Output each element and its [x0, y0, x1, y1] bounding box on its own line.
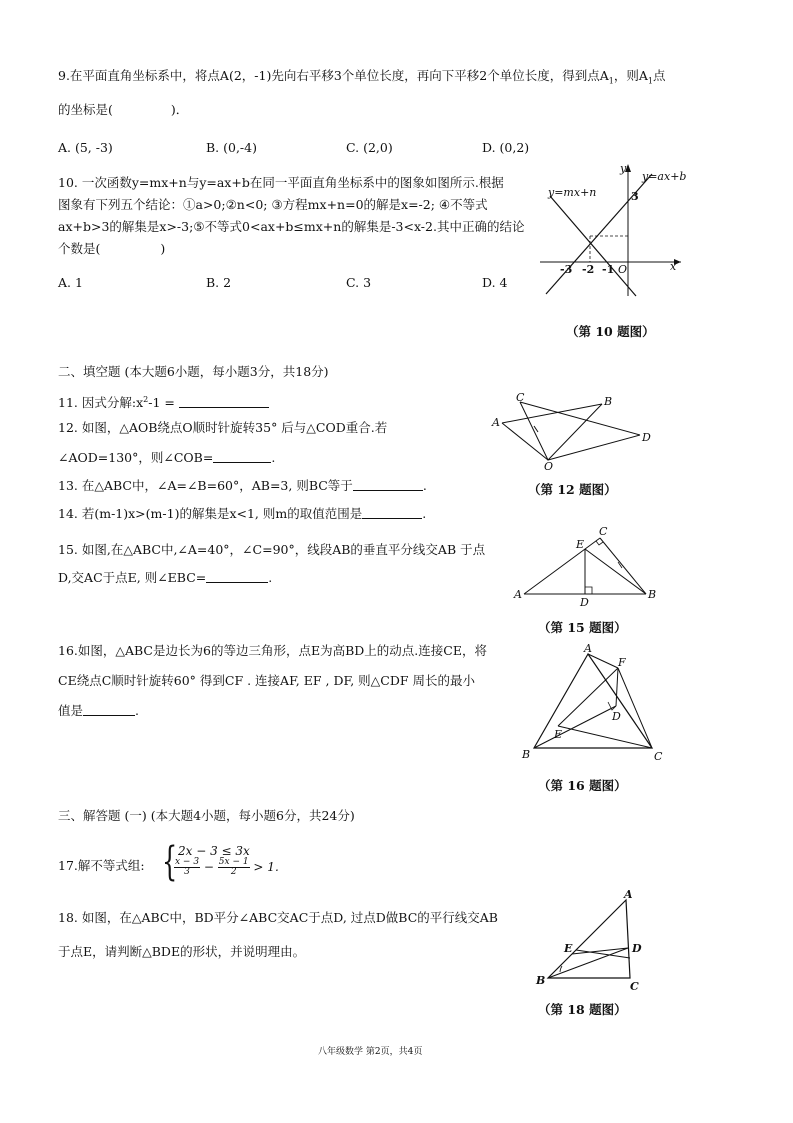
- q18-label-a: A: [624, 888, 633, 901]
- q10-axis-y: y: [620, 162, 627, 175]
- q11-text: 11. 因式分解$:x^2-1$ =: [58, 392, 269, 411]
- q16-label-a: A: [584, 642, 592, 655]
- q10-line3: ax+b>3的解集是x>-3;⑤不等式0<ax+b≤mx+n的解集是-3<x-2.其中正确的结论: [58, 219, 525, 234]
- q10-line1: 10. 一次函数y=mx+n与y=ax+b在同一平面直角坐标系中的图象如图所示.根据: [58, 175, 504, 190]
- q10-label-mx: y=mx+n: [548, 186, 597, 199]
- page-footer: 八年级数学 第2页，共4页: [318, 1047, 423, 1057]
- q18-figure: [530, 888, 650, 992]
- q17-eq2: $\frac{x - 3}{3}$ − $\frac{5x - 1}{2}$ > 1.: [175, 857, 279, 877]
- q15-line2: D,交AC于点E, 则∠EBC= .: [58, 570, 273, 585]
- q16-figure: [518, 642, 668, 766]
- q10-graph-figure: [536, 160, 686, 300]
- q14-text: 14. 若(m-1)x>(m-1)的解集是x<1, 则m的取值范围是 .: [58, 506, 427, 521]
- q10-axis-x: x: [670, 260, 677, 273]
- q16-line3: 值是 .: [58, 703, 139, 718]
- q10-caption: （第 10 题图）: [566, 324, 655, 339]
- q16-label-d: D: [612, 710, 621, 723]
- q17-label: 17.解不等式组:: [58, 858, 145, 873]
- q10-tick-n2: -2: [582, 263, 595, 276]
- q16-label-f: F: [618, 656, 626, 669]
- q9-option-d: D. (0,2): [482, 140, 530, 155]
- q10-label-ax: y=ax+b: [642, 170, 687, 183]
- q15-label-c: C: [599, 525, 608, 538]
- q17-eq1: 2x − 3 ≤ 3x: [178, 844, 250, 858]
- section-2-heading: 二、填空题 (本大题6小题，每小题3分，共18分): [58, 364, 329, 379]
- q16-label-e: E: [554, 728, 563, 741]
- section-3-heading: 三、解答题 (一) (本大题4小题，每小题6分，共24分): [58, 808, 355, 823]
- q9-option-b: B. (0,-4): [206, 140, 257, 155]
- q9-line2: 的坐标是( )．: [58, 102, 189, 117]
- q18-label-c: C: [630, 980, 639, 993]
- q10-line2: 图象有下列五个结论：①a>0;②n<0; ③方程mx+n=0的解是x=-2; ④不等式: [58, 197, 488, 212]
- q10-tick-n1: -1: [602, 263, 615, 276]
- q12-caption: （第 12 题图）: [528, 482, 617, 497]
- q15-caption: （第 15 题图）: [538, 620, 627, 635]
- q16-label-b: B: [522, 748, 531, 761]
- q9-line1: 9.在平面直角坐标系中，将点A(2，-1)先向右平移3个单位长度，再向下平移2个单位长度，得到点$A_1$，则$A_1$点: [58, 68, 666, 86]
- q12-label-c: C: [516, 391, 525, 404]
- q18-label-e: E: [564, 942, 573, 955]
- q18-caption: （第 18 题图）: [538, 1002, 627, 1017]
- q12-figure: [490, 392, 660, 472]
- q12-label-a: A: [492, 416, 500, 429]
- q18-line1: 18. 如图，在△ABC中，BD平分∠ABC交AC于点D, 过点D做BC的平行线交AB: [58, 910, 498, 925]
- q16-caption: （第 16 题图）: [538, 778, 627, 793]
- q9-option-a: A. (5, -3): [58, 140, 113, 155]
- q16-line2: CE绕点C顺时针旋转60° 得到CF . 连接AF, EF , DF, 则△CDF 周长的最小: [58, 673, 475, 688]
- q10-line4: 个数是( ): [58, 241, 166, 256]
- q16-line1: 16.如图，△ABC是边长为6的等边三角形，点E为高BD上的动点.连接CE，将: [58, 643, 487, 658]
- q10-option-a: A. 1: [58, 275, 83, 290]
- q18-label-d: D: [632, 942, 642, 955]
- q16-label-c: C: [654, 750, 663, 763]
- q10-tick-3: 3: [631, 190, 639, 203]
- q18-label-b: B: [536, 974, 546, 987]
- q15-label-a: A: [514, 588, 522, 601]
- q12-label-b: B: [604, 395, 613, 408]
- q15-figure: [510, 524, 660, 608]
- q17-brace: {: [162, 839, 178, 885]
- q15-label-d: D: [580, 596, 589, 609]
- q12-line1: 12. 如图，△AOB绕点O顺时针旋转35° 后与△COD重合.若: [58, 420, 388, 435]
- q18-line2: 于点E，请判断△BDE的形状，并说明理由。: [58, 944, 306, 959]
- q10-option-d: D. 4: [482, 275, 508, 290]
- q15-label-b: B: [648, 588, 657, 601]
- q10-tick-n3: -3: [560, 263, 573, 276]
- q15-line1: 15. 如图,在△ABC中,∠A=40°，∠C=90°，线段AB的垂直平分线交AB 于点: [58, 542, 486, 557]
- q12-label-d: D: [642, 431, 651, 444]
- q12-label-o: O: [544, 460, 554, 473]
- q10-option-c: C. 3: [346, 275, 372, 290]
- q9-option-c: C. (2,0): [346, 140, 393, 155]
- q10-option-b: B. 2: [206, 275, 232, 290]
- q12-line2: ∠AOD=130°，则∠COB= .: [58, 450, 276, 465]
- q15-label-e: E: [576, 538, 585, 551]
- q10-origin: O: [618, 263, 628, 276]
- q13-text: 13. 在△ABC中，∠A=∠B=60°，AB=3, 则BC等于 .: [58, 478, 427, 493]
